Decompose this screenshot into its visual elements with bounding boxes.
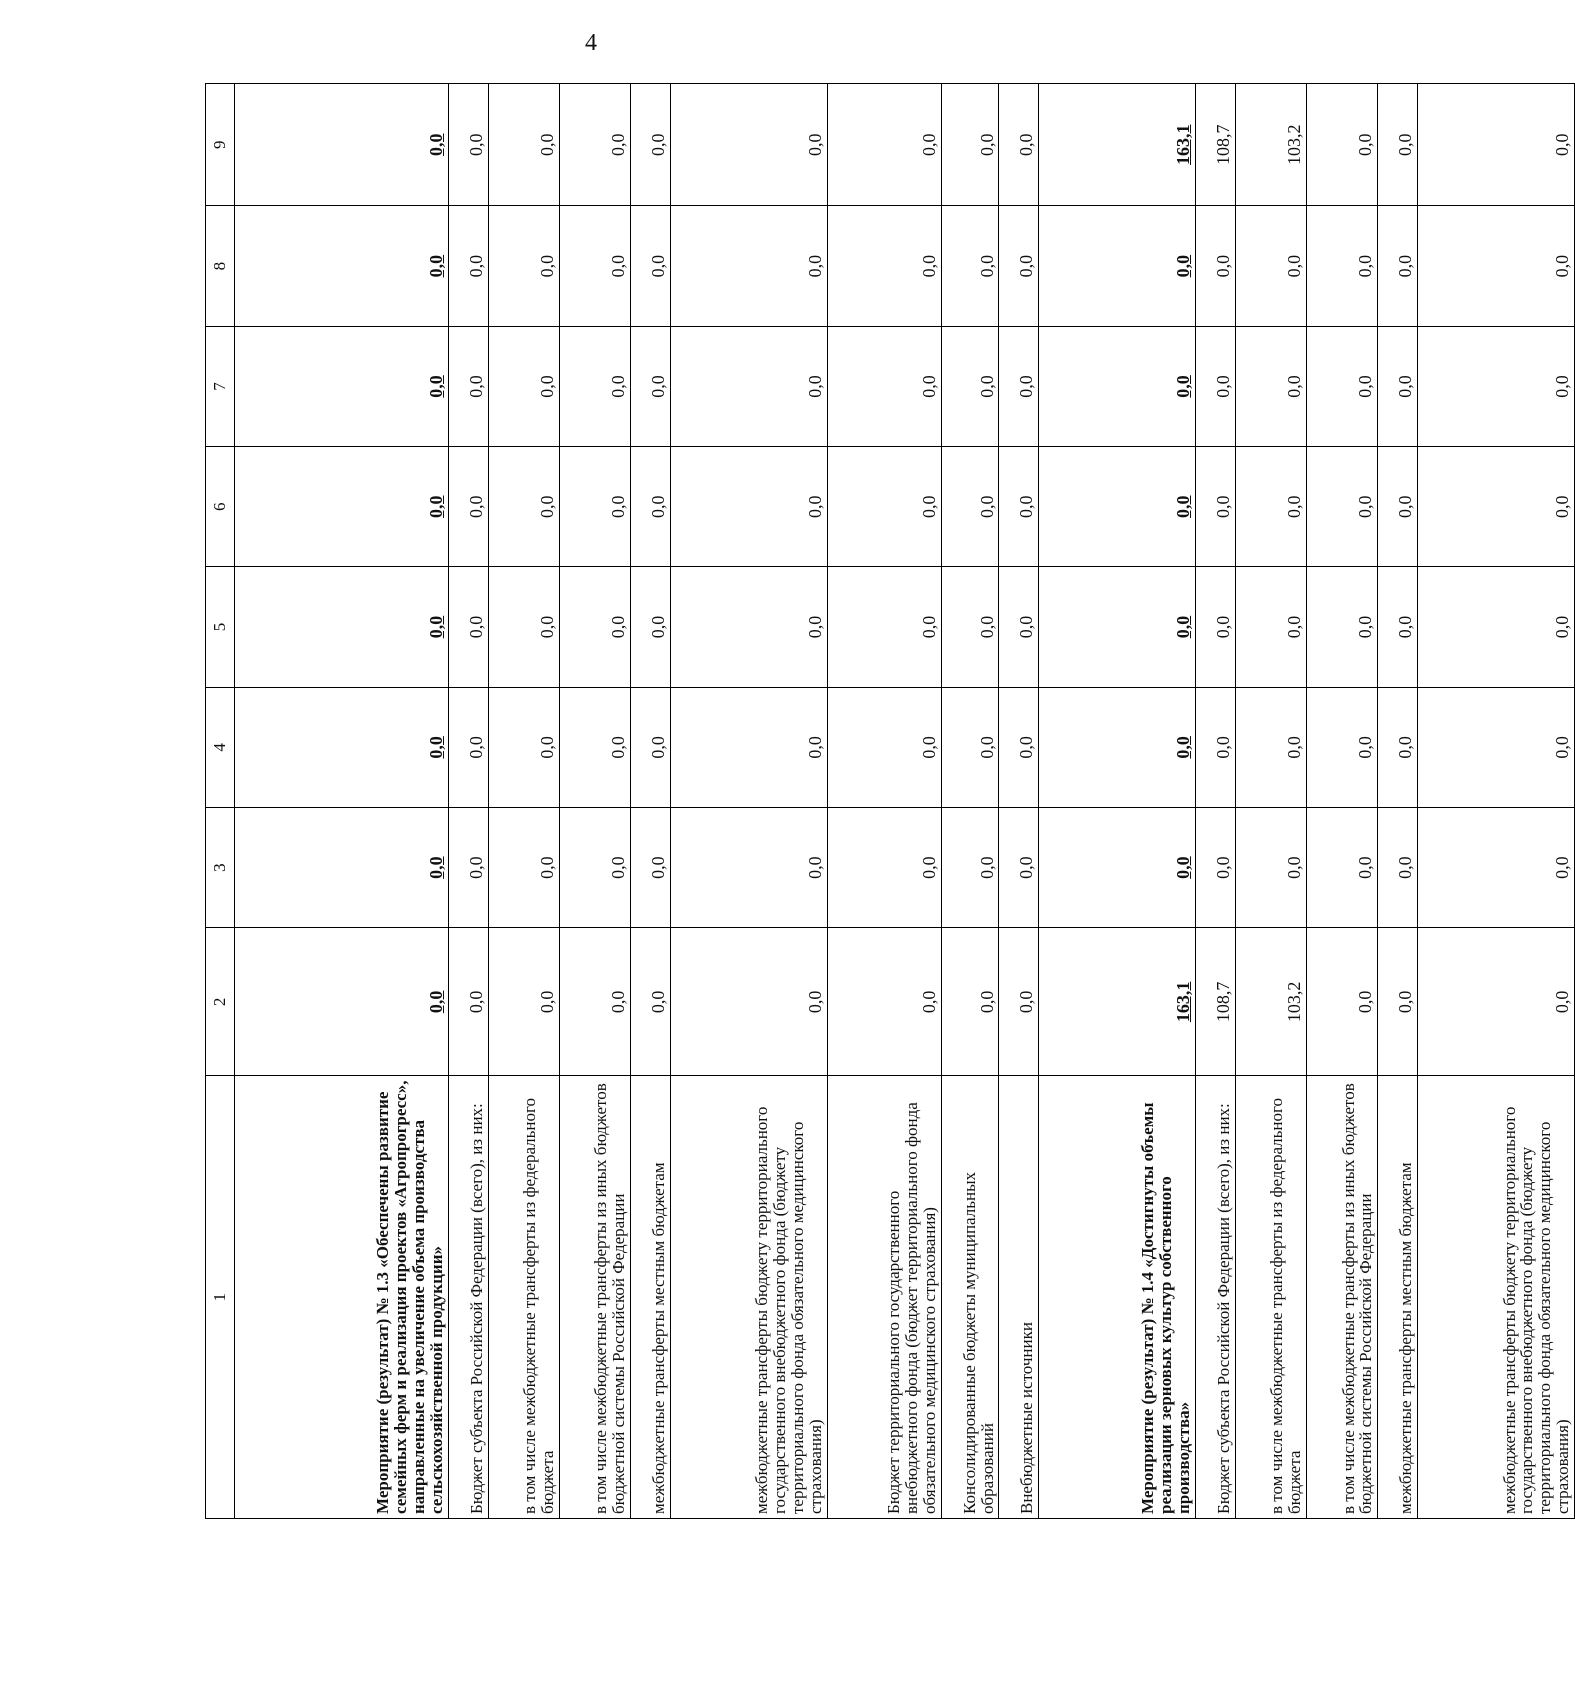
value-cell: 0,0 <box>1418 567 1575 687</box>
value-cell: 0,0 <box>559 807 630 927</box>
value-cell: 0,0 <box>1418 687 1575 807</box>
row-label: Бюджет территориального государственного внебюджетного фонда (бюджет территориального фонда обязательного медицинского страхования) <box>827 1076 941 1519</box>
value-cell: 0,0 <box>1307 84 1378 206</box>
value-cell: 0,0 <box>1196 687 1236 807</box>
value-cell: 0,0 <box>1418 807 1575 927</box>
value-cell: 0,0 <box>1039 687 1196 807</box>
value-cell: 103,2 <box>1235 84 1306 206</box>
value-cell: 0,0 <box>1378 687 1418 807</box>
row-label: межбюджетные трансферты местным бюджетам <box>630 1076 670 1519</box>
value-cell: 0,0 <box>1307 928 1378 1076</box>
value-cell: 0,0 <box>1307 206 1378 326</box>
value-cell: 0,0 <box>559 447 630 567</box>
budget-table <box>205 83 1575 1519</box>
value-cell: 0,0 <box>1235 326 1306 446</box>
table-row <box>1196 84 1236 1519</box>
value-cell: 0,0 <box>488 447 559 567</box>
value-cell: 0,0 <box>488 326 559 446</box>
value-cell: 0,0 <box>235 447 449 567</box>
value-cell: 0,0 <box>1235 206 1306 326</box>
value-cell: 0,0 <box>999 807 1039 927</box>
value-cell: 0,0 <box>1235 567 1306 687</box>
row-label: межбюджетные трансферты бюджету территориального государственного внебюджетного фонда (бюджету территориального фонда обязательного медицинского страхования) <box>670 1076 827 1519</box>
value-cell: 0,0 <box>1235 447 1306 567</box>
value-cell: 0,0 <box>670 928 827 1076</box>
value-cell: 0,0 <box>1039 567 1196 687</box>
value-cell: 0,0 <box>1418 206 1575 326</box>
value-cell: 0,0 <box>488 687 559 807</box>
table-row <box>559 84 630 1519</box>
value-cell: 0,0 <box>448 326 488 446</box>
column-header-7: 7 <box>206 326 235 446</box>
row-label: Бюджет субъекта Российской Федерации (всего), из них: <box>1196 1076 1236 1519</box>
value-cell: 0,0 <box>448 567 488 687</box>
value-cell: 108,7 <box>1196 928 1236 1076</box>
value-cell: 0,0 <box>1378 928 1418 1076</box>
column-header-4: 4 <box>206 687 235 807</box>
value-cell: 0,0 <box>1196 807 1236 927</box>
table-row <box>488 84 559 1519</box>
value-cell: 0,0 <box>1418 447 1575 567</box>
value-cell: 0,0 <box>488 567 559 687</box>
value-cell: 0,0 <box>827 84 941 206</box>
column-header-2: 2 <box>206 928 235 1076</box>
value-cell: 0,0 <box>630 84 670 206</box>
value-cell: 0,0 <box>630 807 670 927</box>
value-cell: 0,0 <box>941 567 999 687</box>
row-label: Мероприятие (результат) № 1.3 «Обеспечены развитие семейных ферм и реализация проектов «Агропрогресс», направленные на увеличение объема производства сельскохозяйственной продукции» <box>235 1076 449 1519</box>
row-label: в том числе межбюджетные трансферты из федерального бюджета <box>1235 1076 1306 1519</box>
value-cell: 0,0 <box>630 326 670 446</box>
value-cell: 0,0 <box>1039 807 1196 927</box>
table-row <box>827 84 941 1519</box>
value-cell: 0,0 <box>670 807 827 927</box>
value-cell: 0,0 <box>999 928 1039 1076</box>
value-cell: 0,0 <box>448 447 488 567</box>
value-cell: 0,0 <box>1307 687 1378 807</box>
value-cell: 0,0 <box>448 84 488 206</box>
value-cell: 0,0 <box>670 84 827 206</box>
table-row <box>1418 84 1575 1519</box>
value-cell: 0,0 <box>1196 447 1236 567</box>
value-cell: 0,0 <box>630 567 670 687</box>
value-cell: 0,0 <box>1378 807 1418 927</box>
column-header-6: 6 <box>206 447 235 567</box>
value-cell: 0,0 <box>827 928 941 1076</box>
table-row <box>999 84 1039 1519</box>
value-cell: 103,2 <box>1235 928 1306 1076</box>
value-cell: 0,0 <box>630 928 670 1076</box>
value-cell: 0,0 <box>235 567 449 687</box>
value-cell: 0,0 <box>448 206 488 326</box>
value-cell: 0,0 <box>827 807 941 927</box>
table-row <box>630 84 670 1519</box>
table-row <box>1039 84 1196 1519</box>
value-cell: 0,0 <box>670 687 827 807</box>
value-cell: 0,0 <box>1378 84 1418 206</box>
table-row <box>448 84 488 1519</box>
value-cell: 0,0 <box>827 687 941 807</box>
value-cell: 0,0 <box>235 807 449 927</box>
value-cell: 0,0 <box>488 807 559 927</box>
value-cell: 0,0 <box>488 84 559 206</box>
table-row <box>235 84 449 1519</box>
value-cell: 0,0 <box>448 687 488 807</box>
table-row <box>1307 84 1378 1519</box>
value-cell: 0,0 <box>1307 567 1378 687</box>
value-cell: 0,0 <box>448 807 488 927</box>
value-cell: 0,0 <box>999 567 1039 687</box>
value-cell: 0,0 <box>1039 326 1196 446</box>
value-cell: 0,0 <box>1418 326 1575 446</box>
value-cell: 0,0 <box>630 206 670 326</box>
value-cell: 0,0 <box>827 567 941 687</box>
value-cell: 163,1 <box>1039 84 1196 206</box>
value-cell: 0,0 <box>630 447 670 567</box>
value-cell: 0,0 <box>941 928 999 1076</box>
table-row <box>941 84 999 1519</box>
table-header-row <box>206 84 235 1519</box>
value-cell: 0,0 <box>559 567 630 687</box>
value-cell: 0,0 <box>1378 206 1418 326</box>
value-cell: 0,0 <box>941 84 999 206</box>
value-cell: 0,0 <box>448 928 488 1076</box>
value-cell: 0,0 <box>1307 447 1378 567</box>
row-label: Бюджет субъекта Российской Федерации (всего), из них: <box>448 1076 488 1519</box>
value-cell: 0,0 <box>559 928 630 1076</box>
value-cell: 0,0 <box>235 326 449 446</box>
value-cell: 163,1 <box>1039 928 1196 1076</box>
value-cell: 0,0 <box>999 447 1039 567</box>
value-cell: 0,0 <box>827 326 941 446</box>
value-cell: 0,0 <box>827 206 941 326</box>
value-cell: 0,0 <box>827 447 941 567</box>
value-cell: 0,0 <box>1418 928 1575 1076</box>
value-cell: 0,0 <box>1307 326 1378 446</box>
value-cell: 0,0 <box>488 928 559 1076</box>
value-cell: 0,0 <box>1196 567 1236 687</box>
table-row <box>670 84 827 1519</box>
value-cell: 0,0 <box>235 928 449 1076</box>
value-cell: 0,0 <box>999 206 1039 326</box>
value-cell: 0,0 <box>1378 447 1418 567</box>
value-cell: 0,0 <box>670 326 827 446</box>
value-cell: 0,0 <box>941 206 999 326</box>
value-cell: 0,0 <box>1235 687 1306 807</box>
row-label: в том числе межбюджетные трансферты из иных бюджетов бюджетной системы Российской Федерации <box>559 1076 630 1519</box>
value-cell: 0,0 <box>1039 447 1196 567</box>
row-label: межбюджетные трансферты бюджету территориального государственного внебюджетного фонда (бюджету территориального фонда обязательного медицинского страхования) <box>1418 1076 1575 1519</box>
row-label: в том числе межбюджетные трансферты из иных бюджетов бюджетной системы Российской Федерации <box>1307 1076 1378 1519</box>
value-cell: 0,0 <box>1039 206 1196 326</box>
value-cell: 0,0 <box>999 687 1039 807</box>
value-cell: 0,0 <box>235 687 449 807</box>
value-cell: 0,0 <box>941 326 999 446</box>
column-header-9: 9 <box>206 84 235 206</box>
value-cell: 0,0 <box>941 447 999 567</box>
value-cell: 0,0 <box>1196 206 1236 326</box>
row-label: Мероприятие (результат) № 1.4 «Достигнуты объемы реализации зерновых культур собственного производства» <box>1039 1076 1196 1519</box>
value-cell: 0,0 <box>1196 326 1236 446</box>
value-cell: 0,0 <box>1418 84 1575 206</box>
value-cell: 108,7 <box>1196 84 1236 206</box>
value-cell: 0,0 <box>559 84 630 206</box>
table-row <box>1378 84 1418 1519</box>
table-row <box>1235 84 1306 1519</box>
value-cell: 0,0 <box>630 687 670 807</box>
value-cell: 0,0 <box>999 84 1039 206</box>
value-cell: 0,0 <box>559 206 630 326</box>
value-cell: 0,0 <box>670 567 827 687</box>
value-cell: 0,0 <box>999 326 1039 446</box>
value-cell: 0,0 <box>1378 567 1418 687</box>
column-header-1: 1 <box>206 1076 235 1519</box>
value-cell: 0,0 <box>1307 807 1378 927</box>
value-cell: 0,0 <box>488 206 559 326</box>
value-cell: 0,0 <box>235 206 449 326</box>
value-cell: 0,0 <box>1235 807 1306 927</box>
row-label: Внебюджетные источники <box>999 1076 1039 1519</box>
value-cell: 0,0 <box>559 687 630 807</box>
value-cell: 0,0 <box>941 687 999 807</box>
row-label: в том числе межбюджетные трансферты из федерального бюджета <box>488 1076 559 1519</box>
value-cell: 0,0 <box>235 84 449 206</box>
value-cell: 0,0 <box>941 807 999 927</box>
value-cell: 0,0 <box>670 206 827 326</box>
value-cell: 0,0 <box>670 447 827 567</box>
value-cell: 0,0 <box>559 326 630 446</box>
column-header-3: 3 <box>206 807 235 927</box>
column-header-8: 8 <box>206 206 235 326</box>
rotated-table-container <box>205 83 1575 1519</box>
value-cell: 0,0 <box>1378 326 1418 446</box>
column-header-5: 5 <box>206 567 235 687</box>
row-label: Консолидированные бюджеты муниципальных образований <box>941 1076 999 1519</box>
page-number: 4 <box>585 30 597 56</box>
row-label: межбюджетные трансферты местным бюджетам <box>1378 1076 1418 1519</box>
